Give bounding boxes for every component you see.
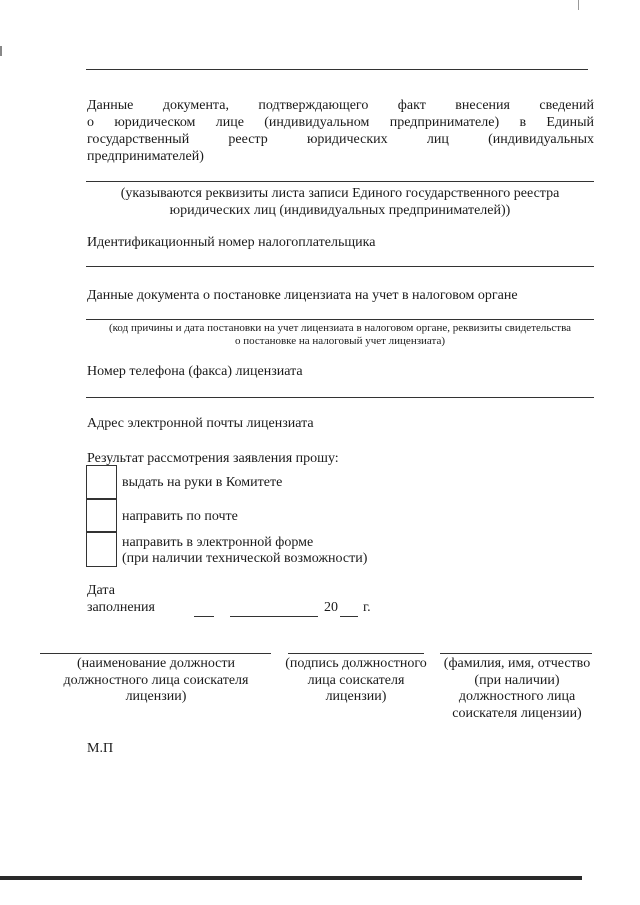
option-electronic-label: направить в электронной форме — [122, 535, 314, 550]
tin-label: Идентификационный номер налогоплательщика — [87, 235, 376, 250]
position-caption: (наименование должности должностного лица соискателя лицензии) — [63, 656, 249, 704]
tin-field-line[interactable] — [86, 266, 594, 267]
date-label-2: заполнения — [87, 600, 155, 615]
date-year-prefix: 20 — [324, 600, 338, 615]
email-label: Адрес электронной почты лицензиата — [87, 416, 314, 431]
date-year-suffix: г. — [363, 600, 371, 615]
record-field-line[interactable] — [86, 181, 594, 182]
phone-field-line[interactable] — [86, 397, 594, 398]
phone-label: Номер телефона (факса) лицензиата — [87, 364, 303, 379]
top-rule — [86, 69, 588, 70]
position-field-line[interactable] — [40, 653, 271, 654]
date-month-field[interactable] — [230, 616, 318, 617]
scan-edge-mark-left — [0, 46, 2, 56]
result-label: Результат рассмотрения заявления прошу: — [87, 451, 339, 466]
option-mail-checkbox[interactable] — [86, 498, 117, 533]
signature-field-line[interactable] — [288, 653, 424, 654]
name-caption: (фамилия, имя, отчество (при наличии) должностного лица соискателя лицензии) — [443, 656, 591, 721]
tax-field-line[interactable] — [86, 319, 594, 320]
stamp-label: М.П — [87, 741, 114, 756]
date-day-field[interactable] — [194, 616, 214, 617]
tax-label: Данные документа о постановке лицензиата на учет в налоговом органе — [87, 288, 518, 303]
record-line-2: о юридическом лице (индивидуальном предпринимателе) в Единый — [87, 115, 594, 130]
record-line-1: Данные документа, подтверждающего факт внесения сведений — [87, 98, 594, 113]
date-year-field[interactable] — [340, 616, 358, 617]
option-electronic-sublabel: (при наличии технической возможности) — [122, 551, 368, 566]
record-line-4: предпринимателей) — [87, 149, 204, 164]
tax-note-line-2: о постановке на налоговый учет лицензиата) — [234, 335, 446, 347]
option-mail-label: направить по почте — [122, 509, 238, 524]
record-note-line-1: (указываются реквизиты листа записи Единого государственного реестра — [120, 186, 560, 201]
name-field-line[interactable] — [440, 653, 592, 654]
option-handover-label: выдать на руки в Комитете — [122, 475, 283, 490]
option-handover-checkbox[interactable] — [86, 465, 117, 500]
signature-caption: (подпись должностного лица соискателя лицензии) — [285, 656, 427, 704]
date-label-1: Дата — [87, 583, 115, 598]
record-note-line-2: юридических лиц (индивидуальных предпринимателей)) — [169, 203, 511, 218]
scan-edge-mark-top — [578, 0, 579, 10]
bottom-scan-border — [0, 876, 582, 880]
record-line-3: государственный реестр юридических лиц (индивидуальных — [87, 132, 594, 147]
tax-note-line-1: (код причины и дата постановки на учет лицензиата в налоговом органе, реквизиты свидетельства — [108, 322, 572, 334]
option-electronic-checkbox[interactable] — [86, 531, 117, 567]
